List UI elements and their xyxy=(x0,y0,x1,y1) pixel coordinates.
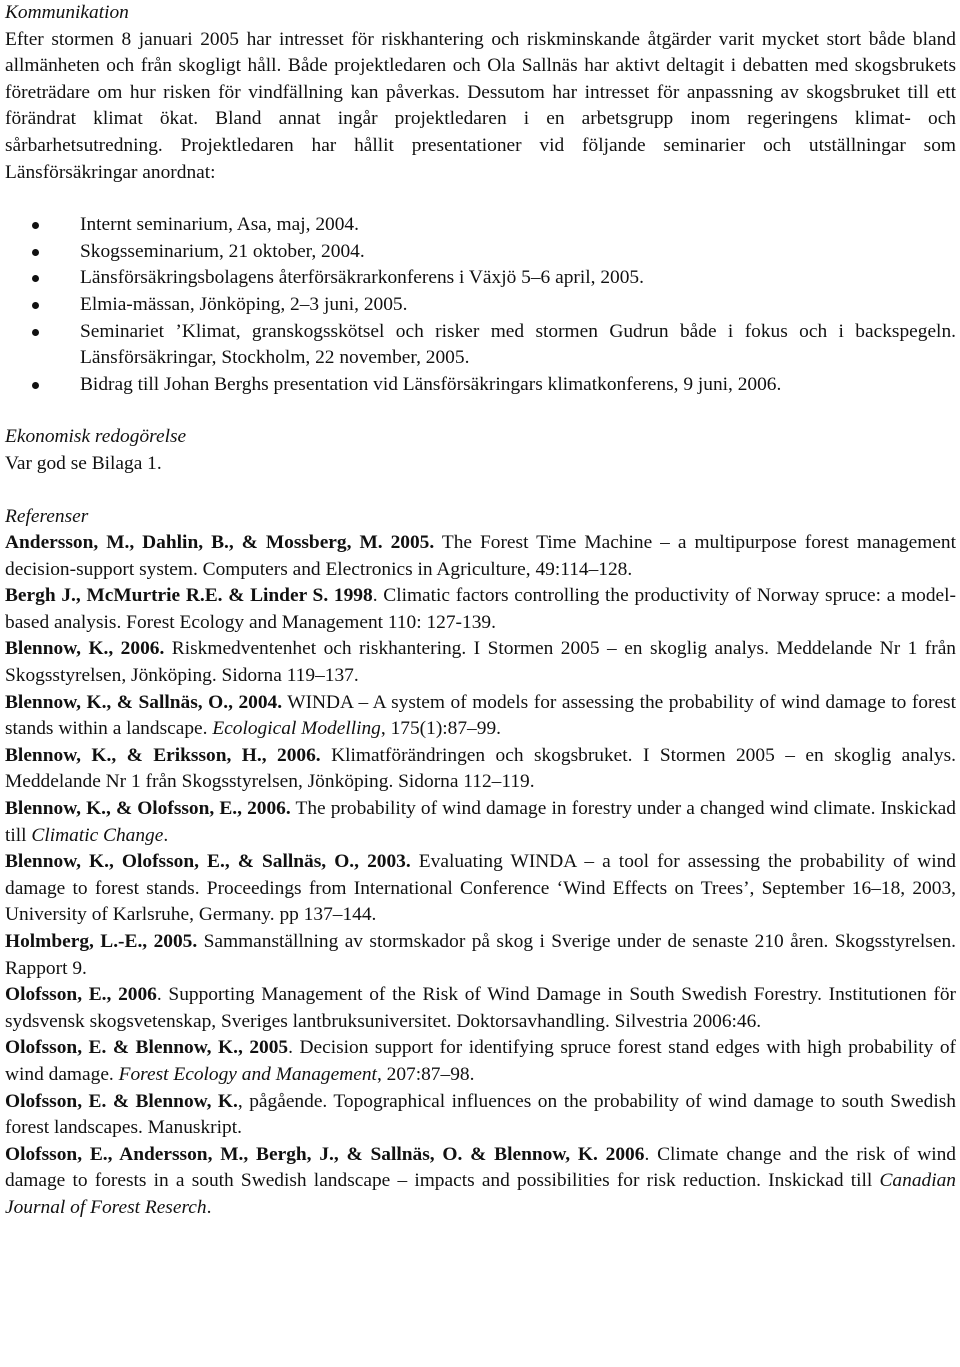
reference-author: Olofsson, E., Andersson, M., Bergh, J., & Sallnäs, O. & Blennow, K. 2006 xyxy=(5,1143,645,1165)
spacer xyxy=(5,398,956,424)
bullet-icon xyxy=(32,382,39,389)
reference-text: . Climatic factors controlling the productivity of Norway spruce: a model-based analysis. Forest Ecology and Management 110: 127-139. xyxy=(5,585,956,633)
kommunikation-paragraph: Efter stormen 8 januari 2005 har intresset för riskhantering och riskminskande åtgärder varit mycket stort både bland allmänheten och från skogligt håll. Både projektledaren och Ola Sallnäs har aktivt deltagit i debatten med skogsbrukets företrädare om hur risken för vindfällning kan påverkas. Dessutom har intresset för anpassning av skogsbruket till ett förändrat klimat ökat. Bland annat ingår projektledaren i en arbetsgrupp inom regeringens klimat- och sårbarhetsutredning. Projektledaren har hållit presentationer vid följande seminarier och utställningar som Länsförsäkringar anordnat: xyxy=(5,28,956,183)
reference-text: Sammanställning av stormskador på skog i Sverige under de senaste 210 åren. Skogsstyrelsen. Rapport 9. xyxy=(5,931,956,979)
bullet-icon xyxy=(32,329,39,336)
reference-tail: , 207:87–98. xyxy=(376,1063,475,1085)
reference-journal: Ecological Modelling xyxy=(212,718,381,740)
list-item: Länsförsäkringsbolagens återförsäkrarkonferens i Växjö 5–6 april, 2005. xyxy=(5,265,956,292)
reference-journal: Forest Ecology and Management xyxy=(118,1063,377,1085)
reference-item xyxy=(5,530,956,583)
list-item: Skogsseminarium, 21 oktober, 2004. xyxy=(5,239,956,266)
reference-text: . Climate change and the risk of wind damage to forests in a south Swedish landscape – impacts and possibilities for risk reduction. Inskickad till xyxy=(5,1143,956,1192)
reference-author: Blennow, K., & Olofsson, E., 2006. xyxy=(5,798,291,820)
reference-text: The Forest Time Machine – a multipurpose forest management decision-support system. Computers and Electronics in Agriculture, 49:114–128. xyxy=(5,532,956,580)
reference-tail: . xyxy=(163,824,169,846)
reference-author: Olofsson, E. & Blennow, K., 2005 xyxy=(5,1037,289,1059)
reference-author: Bergh J., McMurtrie R.E. & Linder S. 1998 xyxy=(5,585,373,607)
reference-author: Blennow, K., & Eriksson, H., 2006. xyxy=(5,744,321,766)
list-item: Seminariet ’Klimat, granskogsskötsel och risker med stormen Gudrun både i fokus och i backspegeln. Länsförsäkringar, Stockholm, 22 november, 2005. xyxy=(5,319,956,372)
seminar-list xyxy=(5,212,956,398)
section-heading-kommunikation: Kommunikation xyxy=(5,2,129,23)
reference-item xyxy=(5,583,956,636)
reference-author: Olofsson, E., 2006 xyxy=(5,984,157,1006)
reference-item xyxy=(5,1142,956,1222)
reference-item xyxy=(5,743,956,796)
ekonomi-text: Var god se Bilaga 1. xyxy=(5,452,162,474)
bullet-icon xyxy=(32,222,39,229)
reference-item xyxy=(5,690,956,743)
reference-text: Evaluating WINDA – a tool for assessing the probability of wind damage to forest stands. Proceedings from International Conference ‘Wind Effects on Trees’, September 16–18, 2003, University of Karlsruhe, Germany. pp 137–144. xyxy=(5,851,956,926)
reference-text: WINDA – A system of models for assessing the probability of wind damage to forest stands within a landscape. xyxy=(5,691,956,740)
reference-item xyxy=(5,1089,956,1142)
reference-journal: Canadian Journal of Forest Reserch xyxy=(5,1170,956,1218)
reference-item xyxy=(5,796,956,849)
reference-text: The probability of wind damage in forestry under a changed wind climate. Inskickad till xyxy=(5,798,956,846)
reference-text: Klimatförändringen och skogsbruket. I Stormen 2005 – en skoglig analys. Meddelande Nr 1 från Skogsstyrelsen, Jönköping. Sidorna 112–119. xyxy=(5,744,957,793)
spacer xyxy=(5,478,956,504)
list-item: Internt seminarium, Asa, maj, 2004. xyxy=(5,212,956,239)
reference-item xyxy=(5,636,956,689)
reference-tail: . xyxy=(206,1196,212,1218)
bullet-icon xyxy=(32,275,39,282)
reference-list xyxy=(5,530,956,1221)
bullet-icon xyxy=(32,302,39,309)
reference-item xyxy=(5,1035,956,1088)
reference-author: Blennow, K., & Sallnäs, O., 2004. xyxy=(5,691,283,713)
reference-author: Blennow, K., 2006. xyxy=(5,638,165,660)
section-heading-ekonomi: Ekonomisk redogörelse xyxy=(5,426,187,448)
reference-tail: , 175(1):87–99. xyxy=(380,718,501,740)
reference-author: Andersson, M., Dahlin, B., & Mossberg, M. 2005. xyxy=(5,532,435,554)
reference-item xyxy=(5,929,956,982)
list-item: Elmia-mässan, Jönköping, 2–3 juni, 2005. xyxy=(5,292,956,319)
reference-text: . Supporting Management of the Risk of Wind Damage in South Swedish Forestry. Institutionen för sydsvensk skogsvetenskap, Sveriges lantbruksuniversitet. Doktorsavhandling. Silvestria 2006:46. xyxy=(5,984,956,1032)
reference-journal: Climatic Change xyxy=(31,824,164,846)
reference-author: Blennow, K., Olofsson, E., & Sallnäs, O., 2003. xyxy=(5,851,411,873)
reference-text: Riskmedventenhet och riskhantering. I Stormen 2005 – en skoglig analys. Meddelande Nr 1 från Skogsstyrelsen, Jönköping. Sidorna 119–137. xyxy=(5,638,956,687)
reference-item xyxy=(5,982,956,1035)
reference-author: Olofsson, E. & Blennow, K. xyxy=(5,1090,238,1112)
reference-text: . Decision support for identifying spruce forest stand edges with high probability of wind damage. xyxy=(5,1037,956,1085)
bullet-icon xyxy=(32,249,39,256)
list-item: Bidrag till Johan Berghs presentation vid Länsförsäkringars klimatkonferens, 9 juni, 2006. xyxy=(5,372,956,399)
section-heading-referenser: Referenser xyxy=(5,505,89,527)
reference-item xyxy=(5,849,956,929)
reference-author: Holmberg, L.-E., 2005. xyxy=(5,931,198,952)
reference-text: , pågående. Topographical influences on the probability of wind damage to south Swedish forest landscapes. Manuskript. xyxy=(5,1090,956,1139)
